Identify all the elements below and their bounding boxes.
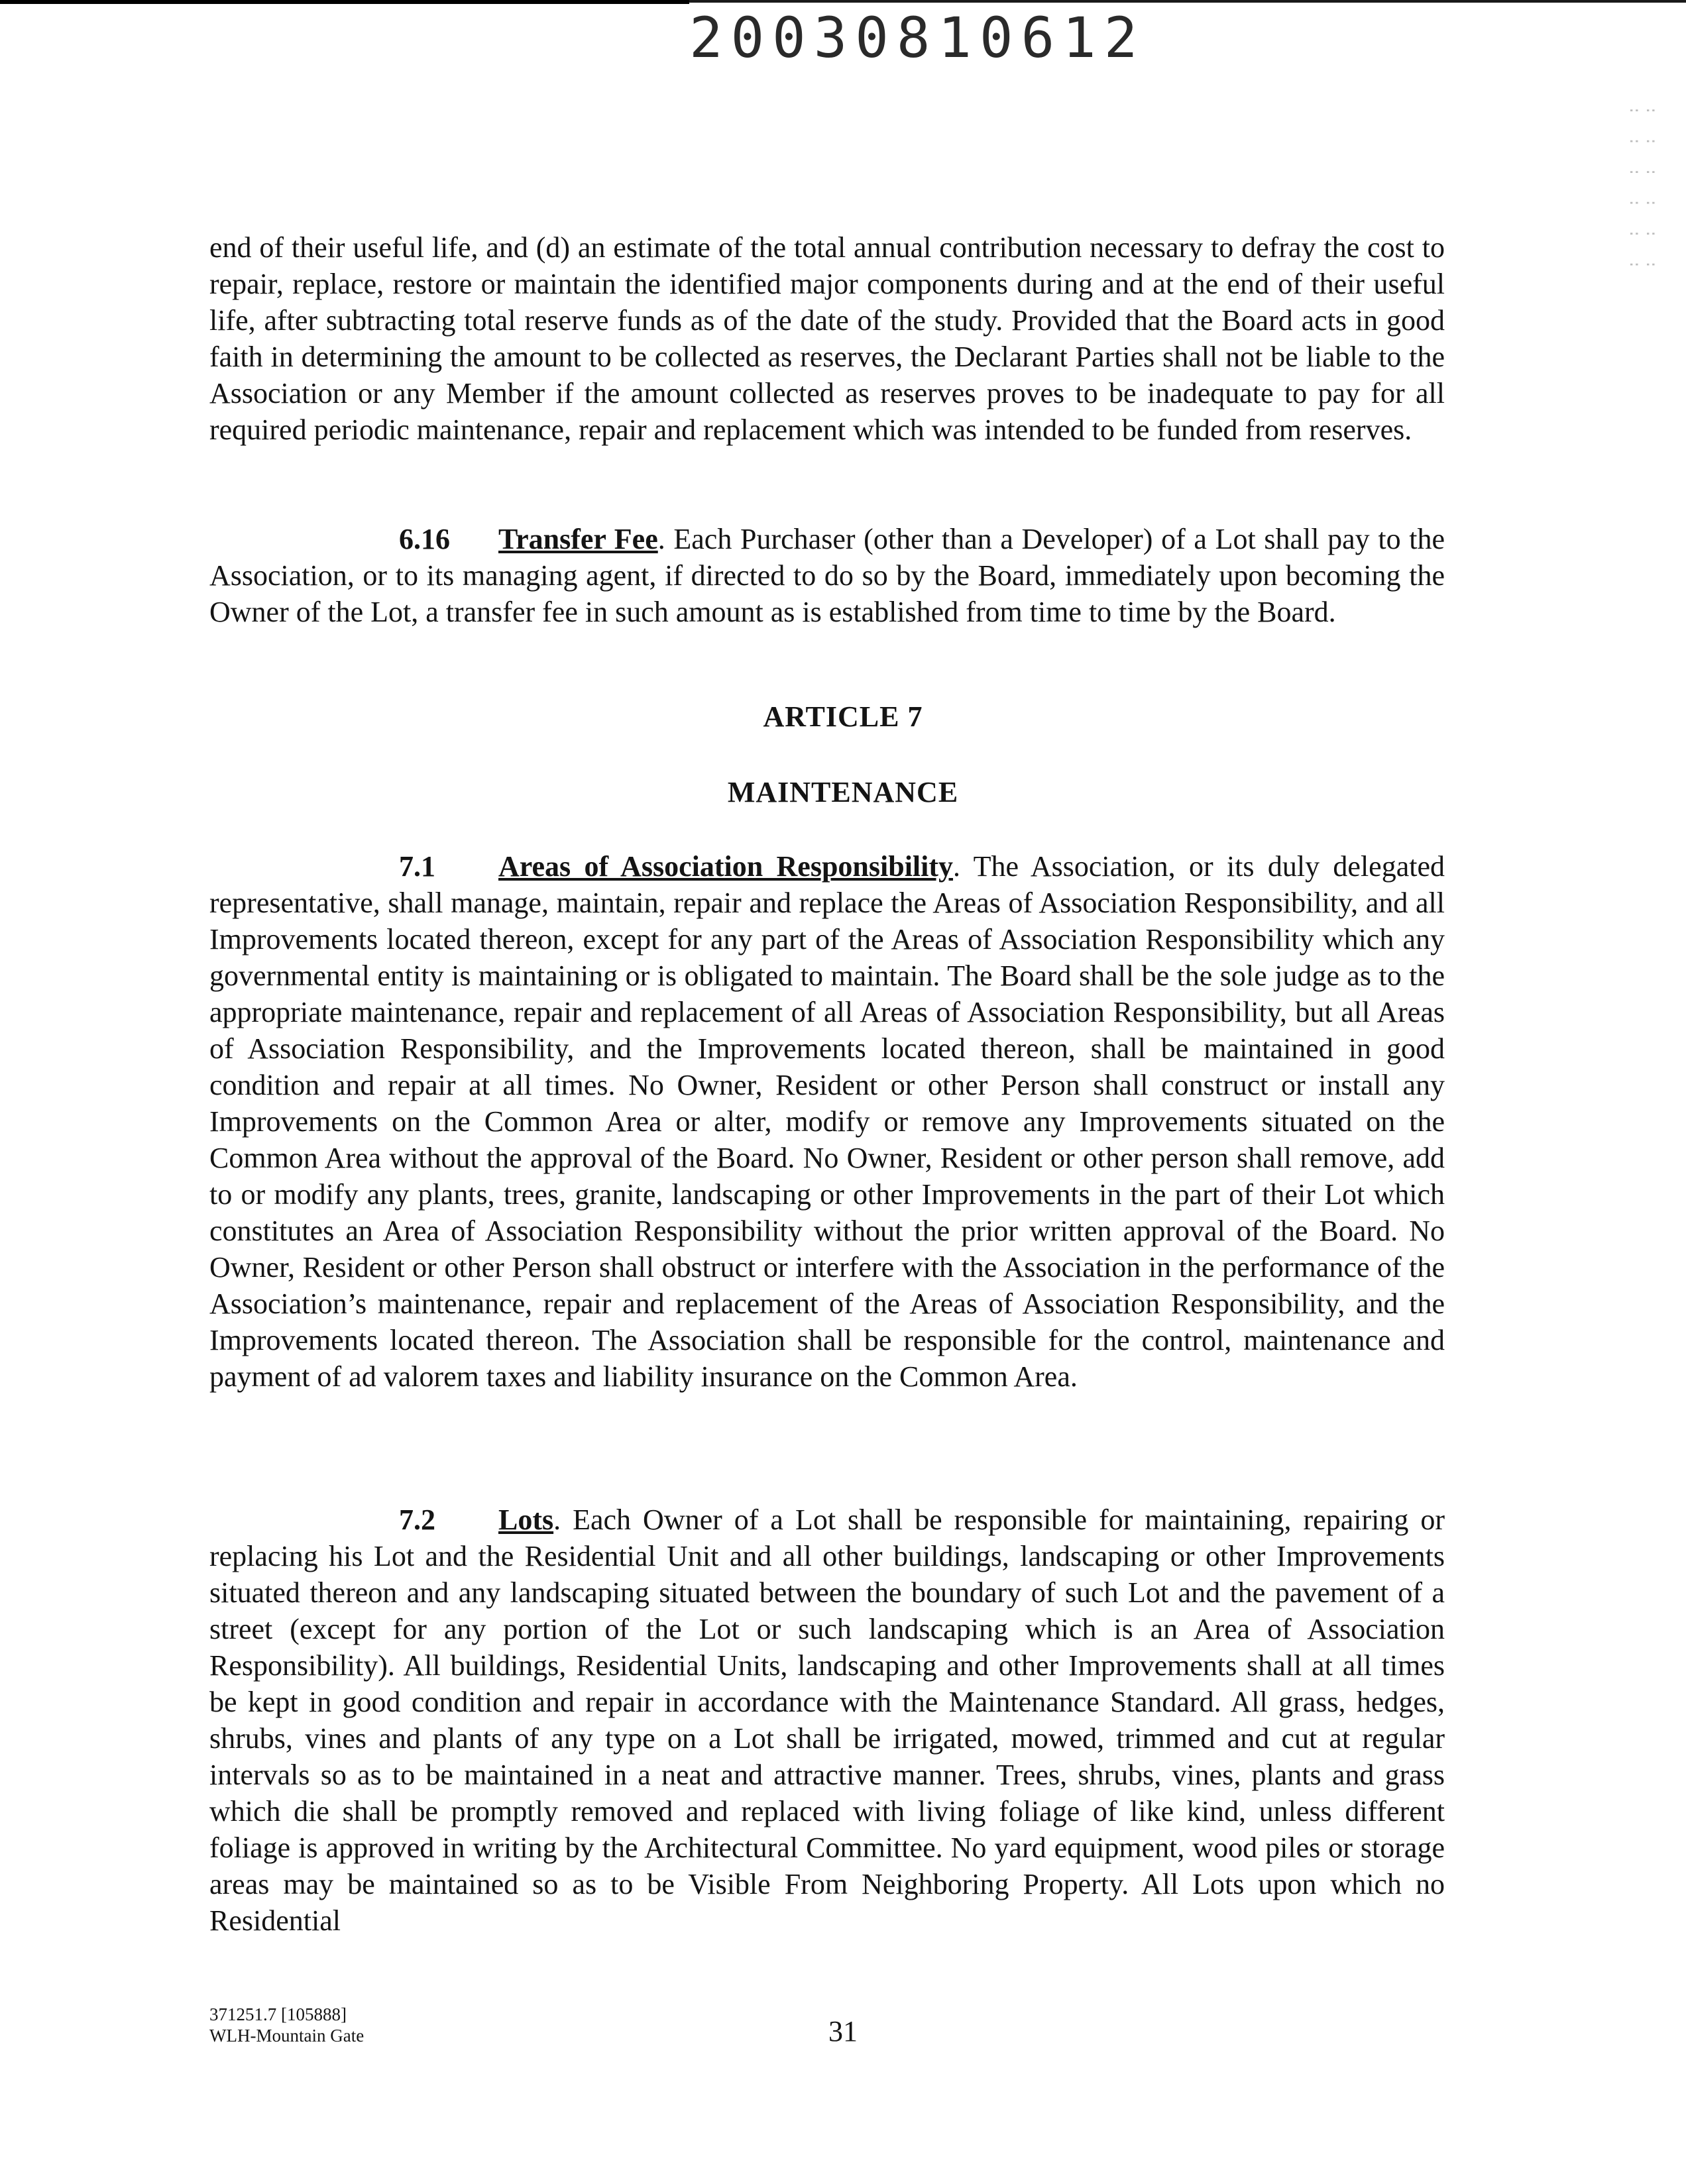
footer-doc-ref: 371251.7 [105888] (209, 2004, 347, 2024)
article-title: MAINTENANCE (727, 776, 959, 808)
continuation-paragraph-block (209, 229, 1445, 448)
section-7-1-number: 7.1 (399, 850, 435, 883)
section-6-16-title: Transfer Fee (498, 523, 658, 555)
top-rule-notch (0, 0, 689, 4)
section-7-2-paragraph (209, 1502, 1445, 1939)
page-number: 31 (828, 2015, 858, 2048)
section-7-2-title: Lots (498, 1503, 554, 1536)
section-7-1-paragraph (209, 848, 1445, 1395)
section-6-16-number: 6.16 (399, 523, 450, 555)
section-7-2-number: 7.2 (399, 1503, 435, 1536)
recording-number: 20030810612 (689, 5, 1146, 70)
section-6-16-paragraph (209, 521, 1445, 630)
footer-project: WLH-Mountain Gate (209, 2026, 365, 2046)
section-7-2 (209, 1502, 1445, 1939)
continuation-paragraph: end of their useful life, and (d) an estimate of the total annual contribution necessary to defray the cost to repair, replace, restore or maintain the identified major components during and at the end of their useful life, after subtracting total reserve funds as of the date of the study. Provided that the Board acts in good faith in determining the amount to be collected as reserves, the Declarant Parties shall not be liable to the Association or any Member if the amount collected as reserves proves to be inadequate to pay for all required periodic maintenance, repair and replacement which was intended to be funded from reserves. (209, 231, 1445, 446)
section-6-16 (209, 521, 1445, 630)
margin-stamp-mark: : : : : : : : : : : : : (1626, 106, 1659, 276)
section-6-16-text: . Each Purchaser (other than a Developer) of a Lot shall pay to the Association, or to its managing agent, if directed to do so by the Board, immediately upon becoming the Owner of the Lot, a transfer fee in such amount as is established from time to time by the Board. (209, 523, 1445, 628)
section-7-1 (209, 848, 1445, 1395)
section-7-1-title: Areas of Association Responsibility (498, 850, 954, 883)
section-7-1-text: . The Association, or its duly delegated representative, shall manage, maintain, repair and replace the Areas of Association Responsibility, and all Improvements located thereon, except for any part of the Areas of Association Responsibility which any governmental entity is maintaining or is obligated to maintain. The Board shall be the sole judge as to the appropriate maintenance, repair and replacement of all Areas of Association Responsibility, but all Areas of Association Responsibility, and the Improvements located thereon, shall be maintained in good condition and repair at all times. No Owner, Resident or other Person shall construct or install any Improvements on the Common Area or alter, modify or remove any Improvements situated on the Common Area without the approval of the Board. No Owner, Resident or other person shall remove, add to or modify any plants, trees, granite, landscaping or other Improvements in the part of their Lot which constitutes an Area of Association Responsibility without the prior written approval of the Board. No Owner, Resident or other Person shall obstruct or interfere with the Association in the performance of the Association’s maintenance, repair and replacement of the Areas of Association Responsibility, and the Improvements located thereon. The Association shall be responsible for the control, maintenance and payment of ad valorem taxes and liability insurance on the Common Area. (209, 850, 1445, 1393)
section-7-2-text: . Each Owner of a Lot shall be responsible for maintaining, repairing or replacing his Lot and the Residential Unit and all other buildings, landscaping or other Improvements situated thereon and any landscaping situated between the boundary of such Lot and the pavement of a street (except for any portion of the Lot or such landscaping which is an Area of Association Responsibility). All buildings, Residential Units, landscaping and other Improvements shall at all times be kept in good condition and repair in accordance with the Maintenance Standard. All grass, hedges, shrubs, vines and plants of any type on a Lot shall be irrigated, mowed, trimmed and cut at regular intervals so as to be maintained in a neat and attractive manner. Trees, shrubs, vines, plants and grass which die shall be promptly removed and replaced with living foliage of like kind, unless different foliage is approved in writing by the Architectural Committee. No yard equipment, wood piles or storage areas may be maintained so as to be Visible From Neighboring Property. All Lots upon which no Residential (209, 1503, 1445, 1937)
article-label: ARTICLE 7 (763, 700, 923, 733)
